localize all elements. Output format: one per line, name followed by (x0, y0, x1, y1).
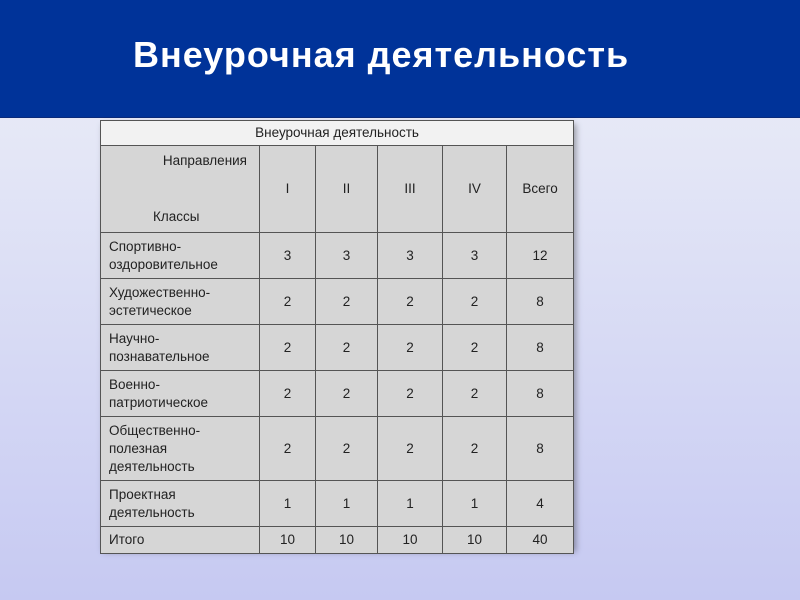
row-label: Военно- патриотическое (101, 371, 260, 417)
column-header-total: Всего (507, 146, 574, 233)
table-cell: 12 (507, 233, 574, 279)
table-row (101, 481, 574, 527)
table-cell: 3 (316, 233, 378, 279)
title-band (0, 0, 800, 118)
table-cell: 2 (378, 325, 443, 371)
table-cell: 2 (443, 371, 507, 417)
table-row (101, 417, 574, 481)
table-row (101, 371, 574, 417)
table-cell: 2 (443, 279, 507, 325)
table-cell: 2 (316, 325, 378, 371)
activities-table-container (100, 120, 573, 548)
column-header-grade-4: IV (443, 146, 507, 233)
slide-title: Внеурочная деятельность (133, 34, 630, 75)
row-label: Проектная деятельность (101, 481, 260, 527)
row-label: Общественно- полезная деятельность (101, 417, 260, 481)
row-label: Художественно- эстетическое (101, 279, 260, 325)
total-cell: 10 (443, 527, 507, 554)
table-caption-row (101, 121, 574, 146)
table-cell: 2 (260, 325, 316, 371)
directions-label: Направления (162, 153, 247, 168)
column-header-grade-3: III (378, 146, 443, 233)
table-total-row (101, 527, 574, 554)
total-cell: 10 (378, 527, 443, 554)
classes-label: Классы (153, 209, 200, 224)
table-cell: 2 (378, 371, 443, 417)
table-cell: 1 (443, 481, 507, 527)
table-header-row (101, 146, 574, 233)
table-cell: 2 (316, 279, 378, 325)
table-cell: 2 (260, 279, 316, 325)
table-cell: 1 (378, 481, 443, 527)
total-cell: 40 (507, 527, 574, 554)
table-cell: 3 (378, 233, 443, 279)
row-label: Спортивно- оздоровительное (101, 233, 260, 279)
table-cell: 8 (507, 371, 574, 417)
column-header-grade-1: I (260, 146, 316, 233)
table-cell: 2 (260, 371, 316, 417)
table-cell: 8 (507, 325, 574, 371)
table-cell: 8 (507, 417, 574, 481)
table-cell: 2 (378, 417, 443, 481)
total-label: Итого (101, 527, 260, 554)
column-header-grade-2: II (316, 146, 378, 233)
table-row (101, 325, 574, 371)
table-cell: 3 (443, 233, 507, 279)
table-cell: 2 (378, 279, 443, 325)
table-cell: 1 (316, 481, 378, 527)
table-cell: 2 (260, 417, 316, 481)
table-cell: 4 (507, 481, 574, 527)
table-cell: 2 (443, 325, 507, 371)
table-row (101, 233, 574, 279)
table-cell: 1 (260, 481, 316, 527)
row-label: Научно- познавательное (101, 325, 260, 371)
table-caption: Внеурочная деятельность (101, 121, 574, 146)
table-cell: 2 (443, 417, 507, 481)
activities-table (100, 120, 574, 554)
table-cell: 3 (260, 233, 316, 279)
header-corner-cell (101, 146, 260, 233)
total-cell: 10 (316, 527, 378, 554)
total-cell: 10 (260, 527, 316, 554)
table-row (101, 279, 574, 325)
table-cell: 2 (316, 371, 378, 417)
table-cell: 8 (507, 279, 574, 325)
table-cell: 2 (316, 417, 378, 481)
